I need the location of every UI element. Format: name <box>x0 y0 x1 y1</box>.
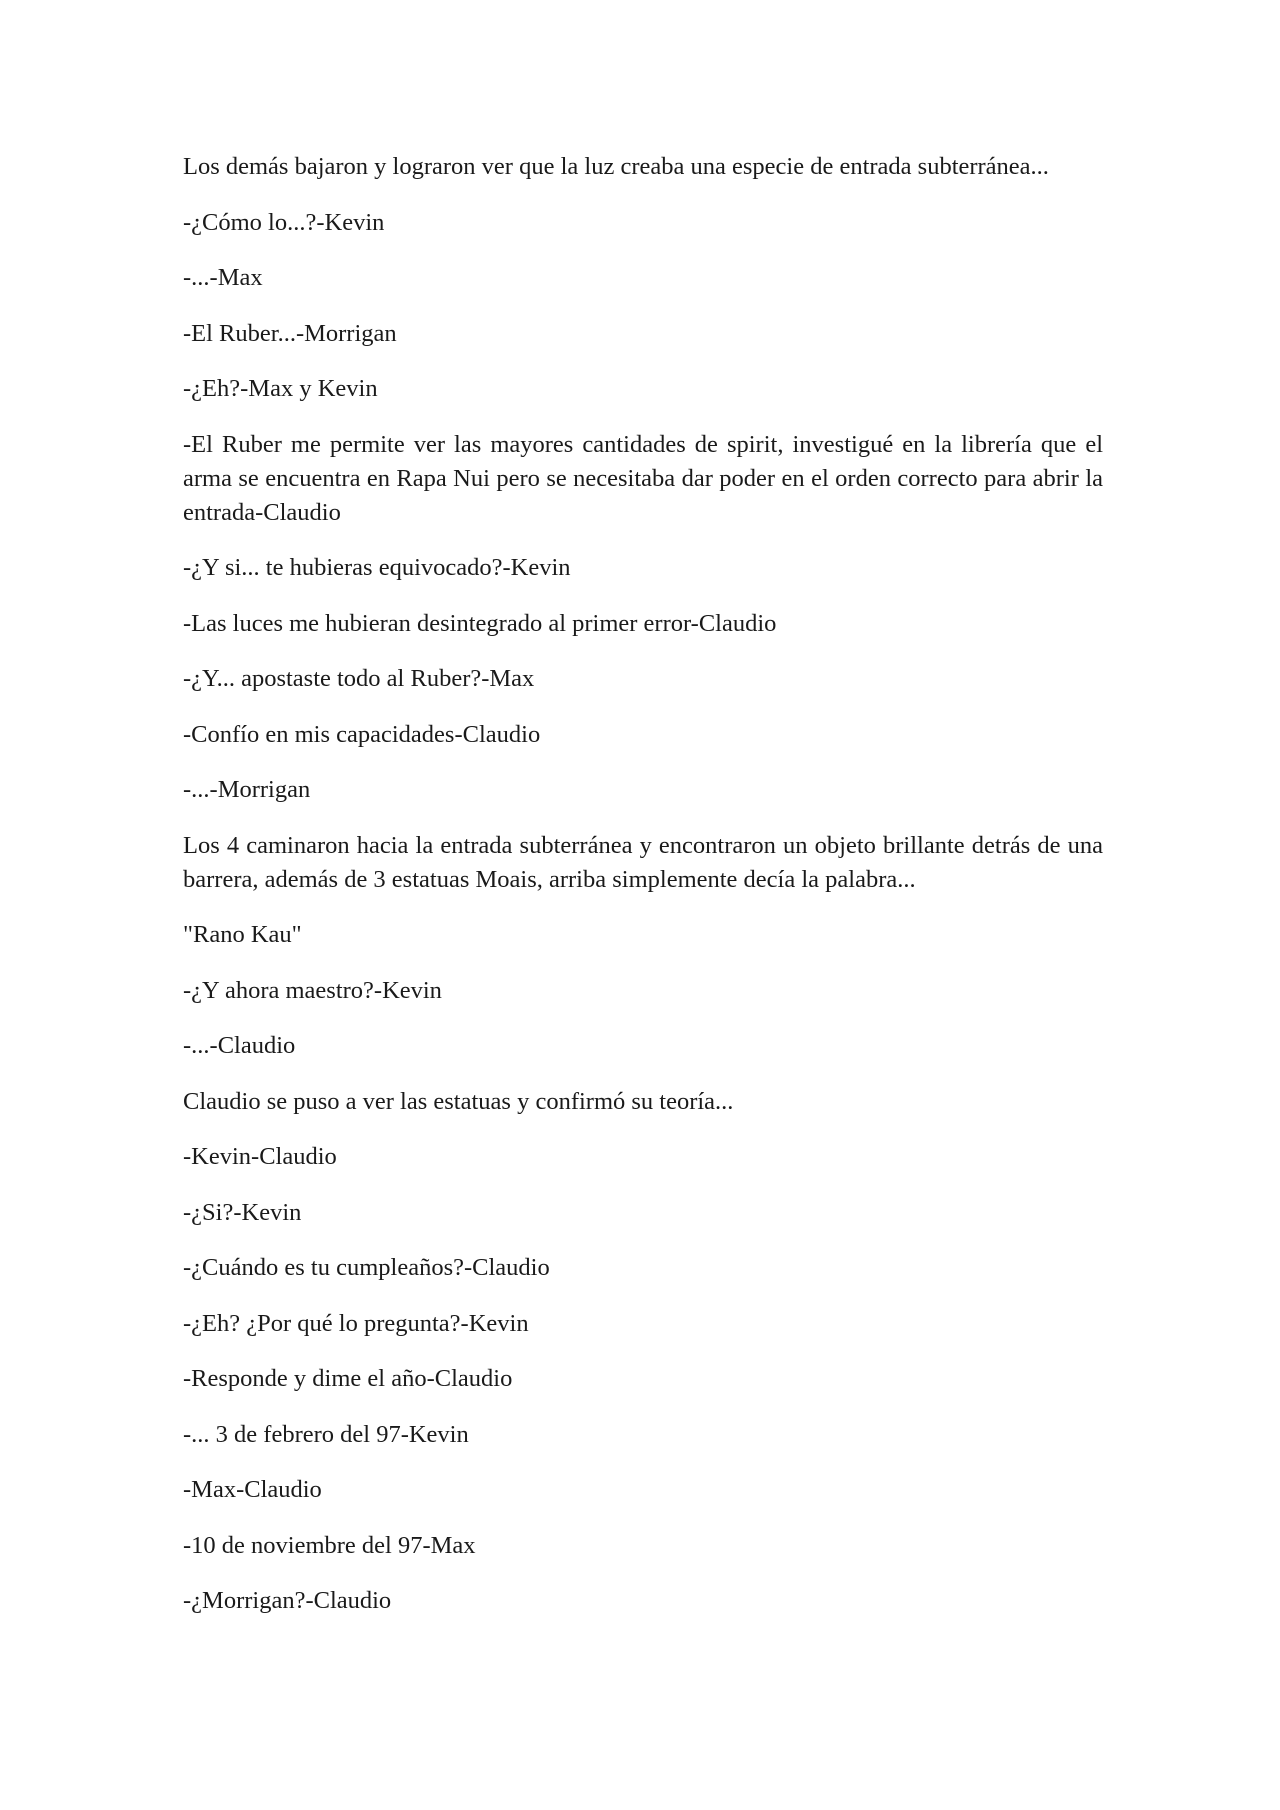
quoted-word: "Rano Kau" <box>183 921 302 948</box>
dialogue-line: -¿Eh?-Max y Kevin <box>183 375 378 402</box>
dialogue-line: -... 3 de febrero del 97-Kevin <box>183 1420 469 1448</box>
dialogue-line: -¿Y... apostaste todo al Ruber?-Max <box>183 665 535 692</box>
dialogue-line: -El Ruber me permite ver las mayores cantidades de spirit, investigué en la librería que el arma se encuentra en Rapa Nui pero se necesitaba dar poder en el orden correcto para abrir la entrada-Claudio <box>183 430 1103 526</box>
dialogue-line: -Max-Claudio <box>183 1476 322 1503</box>
dialogue-line: -Las luces me hubieran desintegrado al primer error-Claudio <box>183 609 777 637</box>
dialogue-line: -Confío en mis capacidades-Claudio <box>183 720 541 748</box>
dialogue-line: -¿Cuándo es tu cumpleaños?-Claudio <box>183 1254 550 1281</box>
dialogue-line: -Kevin-Claudio <box>183 1143 337 1170</box>
dialogue-line: -10 de noviembre del 97-Max <box>183 1531 476 1559</box>
dialogue-line: -¿Morrigan?-Claudio <box>183 1587 392 1614</box>
dialogue-line: -Responde y dime el año-Claudio <box>183 1365 513 1392</box>
paragraph-narration: Claudio se puso a ver las estatuas y confirmó su teoría... <box>183 1087 734 1115</box>
dialogue-line: -...-Claudio <box>183 1032 296 1059</box>
dialogue-line: -El Ruber...-Morrigan <box>183 319 397 347</box>
paragraph-narration: Los demás bajaron y lograron ver que la luz creaba una especie de entrada subterránea... <box>183 153 1049 180</box>
paragraph-narration: Los 4 caminaron hacia la entrada subterránea y encontraron un objeto brillante detrás de una barrera, además de 3 estatuas Moais, arriba simplemente decía la palabra... <box>183 831 1103 893</box>
dialogue-line: -¿Si?-Kevin <box>183 1198 302 1226</box>
dialogue-line: -...-Max <box>183 264 263 291</box>
dialogue-line: -¿Eh? ¿Por qué lo pregunta?-Kevin <box>183 1309 529 1337</box>
dialogue-line: -...-Morrigan <box>183 776 311 803</box>
dialogue-line: -¿Cómo lo...?-Kevin <box>183 208 385 236</box>
dialogue-line: -¿Y ahora maestro?-Kevin <box>183 976 442 1004</box>
dialogue-line: -¿Y si... te hubieras equivocado?-Kevin <box>183 554 571 581</box>
document-page <box>183 150 1103 1640</box>
